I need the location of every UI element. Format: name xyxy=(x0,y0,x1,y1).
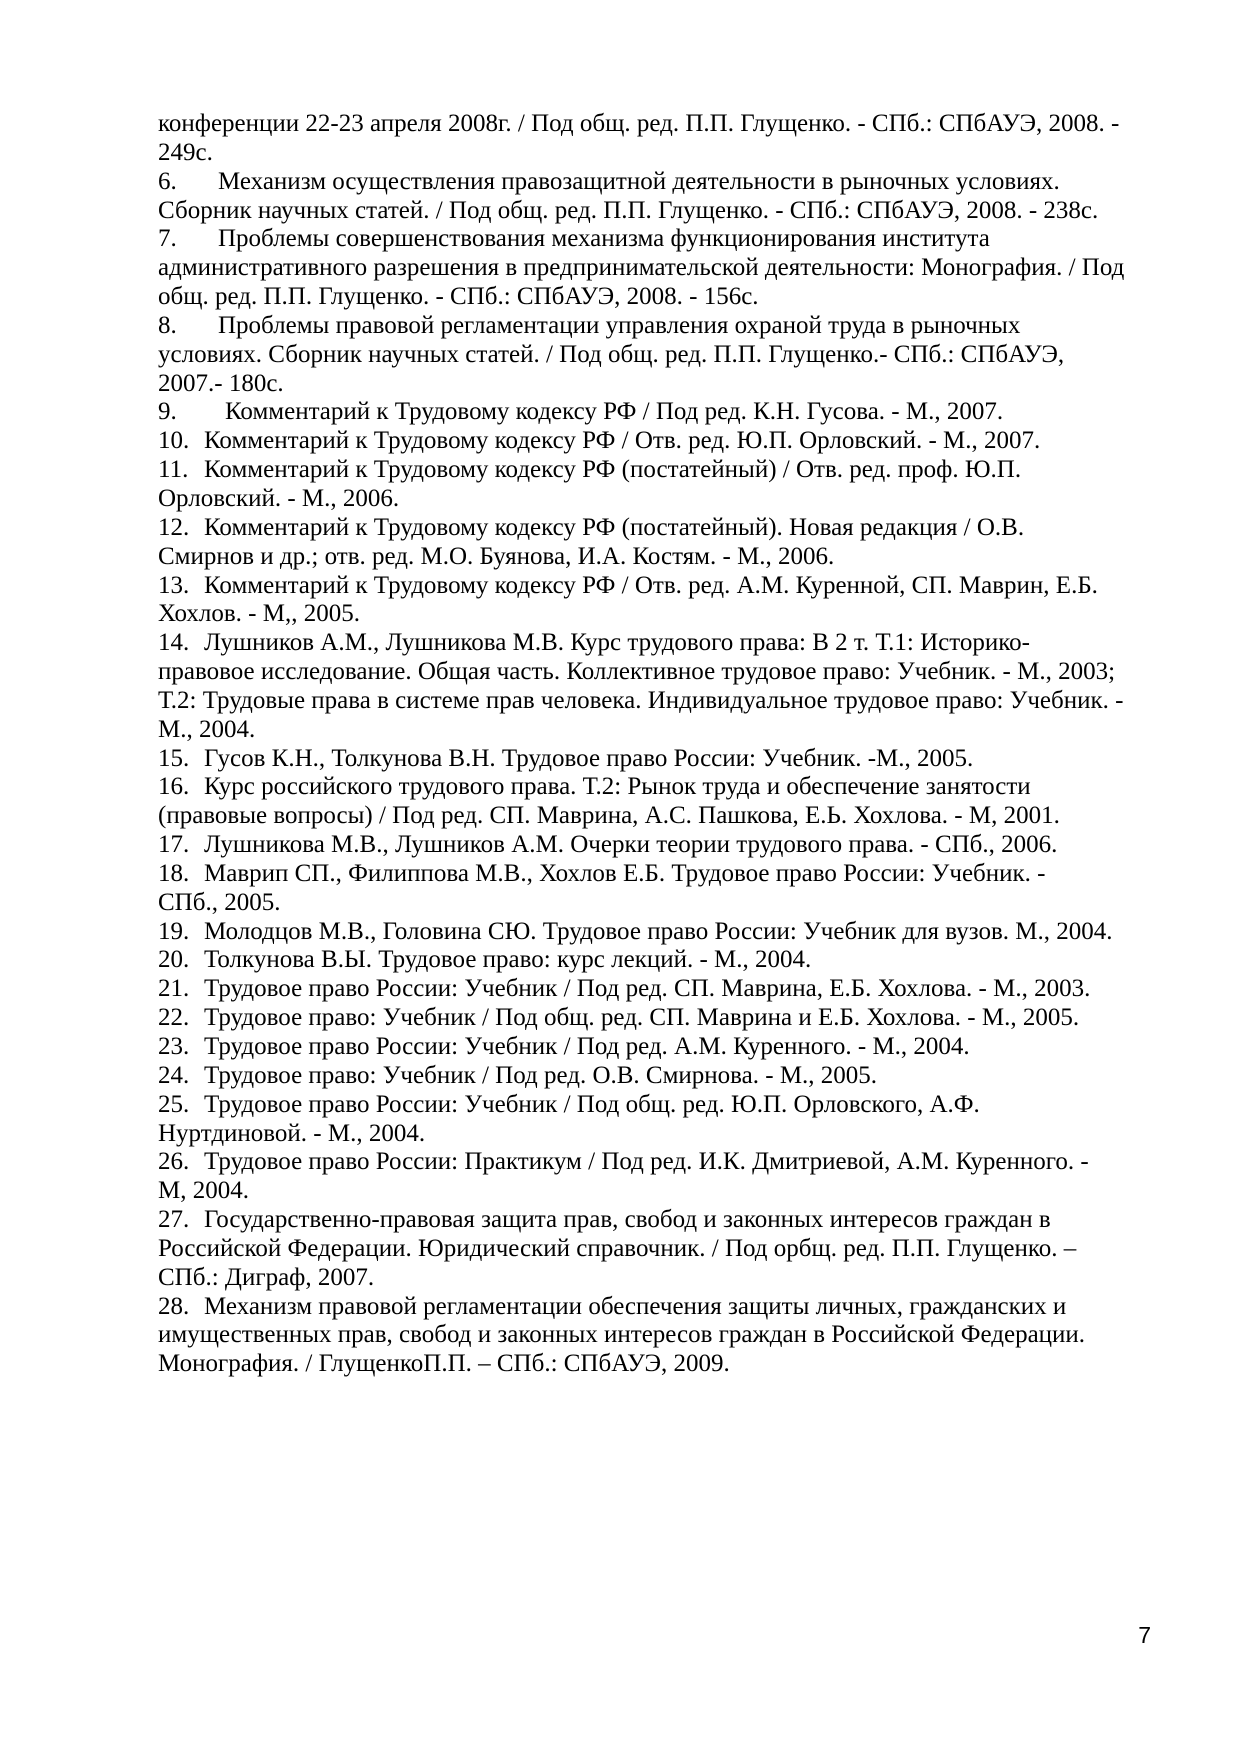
continuation-paragraph: конференции 22-23 апреля 2008г. / Под общ. ред. П.П. Глущенко. - СПб.: СПбАУЭ, 2008. - 249с. xyxy=(158,110,1120,166)
list-item xyxy=(158,427,1163,456)
item-number: 23. xyxy=(158,1033,190,1060)
list-item xyxy=(158,1206,1163,1293)
item-number: 28. xyxy=(158,1292,190,1320)
list-item xyxy=(158,456,1163,514)
list-item xyxy=(158,975,1163,1004)
list-item xyxy=(158,860,1163,918)
item-number: 9. xyxy=(158,398,177,426)
item-number: 19. xyxy=(158,917,190,945)
item-text: Молодцов М.В., Головина СЮ. Трудовое право России: Учебник для вузов. М., 2004. xyxy=(204,917,1113,945)
item-text: Трудовое право России: Учебник / Под общ. ред. Ю.П. Орловского, А.Ф. Нуртдиновой. - М., 2004. xyxy=(158,1090,980,1147)
item-number: 10. xyxy=(158,427,190,455)
item-text: Механизм осуществления правозащитной деятельности в рыночных условиях. Сборник научных статей. / Под общ. ред. П.П. Глущенко. - СПб.: СПбАУЭ, 2008. - 238с. xyxy=(158,167,1099,224)
list-item xyxy=(158,1004,1163,1033)
list-item xyxy=(158,745,1163,774)
item-text: Лушникова М.В., Лушников А.М. Очерки теории трудового права. - СПб., 2006. xyxy=(204,831,1058,859)
item-text: Комментарий к Трудовому кодексу РФ (постатейный). Новая редакция / О.В. Смирнов и др.; отв. ред. М.О. Буянова, И.А. Костям. - М., 2006. xyxy=(158,513,1025,570)
page-footer xyxy=(0,1622,1151,1649)
list-item xyxy=(158,1091,1163,1149)
item-number: 22. xyxy=(158,1004,190,1032)
list-item xyxy=(158,1293,1163,1380)
item-number: 13. xyxy=(158,571,190,599)
list-item xyxy=(158,514,1163,572)
list-item xyxy=(158,572,1163,630)
list-item xyxy=(158,773,1163,831)
item-text: Проблемы правовой регламентации управления охраной труда в рыночных условиях. Сборник научных статей. / Под общ. ред. П.П. Глущенко.- СПб.: СПбАУЭ, 2007.- 180с. xyxy=(158,311,1065,397)
reference-list xyxy=(158,168,1163,1379)
item-text: Толкунова В.Ы. Трудовое право: курс лекций. - М., 2004. xyxy=(204,946,812,974)
item-text: Трудовое право: Учебник / Под общ. ред. СП. Маврина и Е.Б. Хохлова. - М., 2005. xyxy=(204,1004,1080,1032)
item-text: Комментарий к Трудовому кодексу РФ (постатейный) / Отв. ред. проф. Ю.П. Орловский. - М., 2006. xyxy=(158,456,1022,512)
item-number: 27. xyxy=(158,1206,190,1234)
item-number: 12. xyxy=(158,513,190,541)
item-text: Курс российского трудового права. Т.2: Рынок труда и обеспечение занятости (правовые вопросы) / Под ред. СП. Маврина, А.С. Пашкова, Е.Ь. Хохлова. - М, 2001. xyxy=(158,773,1060,830)
item-number: 17. xyxy=(158,831,190,859)
item-text: Механизм правовой регламентации обеспечения защиты личных, гражданских и имущественных прав, свобод и законных интересов граждан в Российской Федерации. Монография. / ГлущенкоП.П. – СПб.: СПбАУЭ, 2009. xyxy=(158,1292,1086,1378)
list-item xyxy=(158,312,1163,399)
item-text: Трудовое право России: Учебник / Под ред. СП. Маврина, Е.Б. Хохлова. - М., 2003. xyxy=(204,975,1091,1003)
item-text: Трудовое право России: Практикум / Под ред. И.К. Дмитриевой, А.М. Куренного. - М, 2004. xyxy=(158,1148,1089,1205)
list-item xyxy=(158,168,1163,226)
list-item xyxy=(158,918,1163,947)
item-number: 14. xyxy=(158,629,190,657)
list-item xyxy=(158,1062,1163,1091)
item-number: 25. xyxy=(158,1090,190,1118)
item-text: Маврип СП., Филиппова М.В., Хохлов Е.Б. Трудовое право России: Учебник. - СПб., 2005. xyxy=(158,859,1046,916)
page-content xyxy=(158,110,1163,1379)
item-text: Гусов К.Н., Толкунова В.Н. Трудовое право России: Учебник. -М., 2005. xyxy=(204,744,974,772)
list-item xyxy=(158,831,1163,860)
item-number: 24. xyxy=(158,1061,190,1089)
item-number: 6. xyxy=(158,167,177,195)
list-item xyxy=(158,629,1163,744)
item-number: 7. xyxy=(158,225,177,253)
item-text: Трудовое право России: Учебник / Под ред. А.М. Куренного. - М., 2004. xyxy=(204,1033,970,1060)
item-number: 16. xyxy=(158,773,190,801)
item-text: Государственно-правовая защита прав, свобод и законных интересов граждан в Российской Федерации. Юридический справочник. / Под орбщ. ред. П.П. Глущенко. – СПб.: Диграф, 2007. xyxy=(158,1206,1077,1291)
item-number: 21. xyxy=(158,975,190,1003)
item-text: Лушников А.М., Лушникова М.В. Курс трудового права: В 2 т. Т.1: Историко- правовое исследование. Общая часть. Коллективное трудовое право: Учебник. - М., 2003; Т.2: Трудовые права в системе прав человека. Индивидуальное трудовое право: Учебник. - М., 2004. xyxy=(158,629,1124,743)
item-text: Проблемы совершенствования механизма функционирования института административного разрешения в предпринимательской деятельности: Монография. / Под общ. ред. П.П. Глущенко. - СПб.: СПбАУЭ, 2008. - 156с. xyxy=(158,225,1125,311)
item-number: 11. xyxy=(158,456,189,484)
item-number: 18. xyxy=(158,859,190,887)
item-text: Комментарий к Трудовому кодексу РФ / Отв. ред. А.М. Куренной, СП. Маврин, Е.Б. Хохлов. - М,, 2005. xyxy=(158,571,1098,628)
list-item xyxy=(158,225,1163,312)
item-number: 15. xyxy=(158,744,190,772)
item-text: Трудовое право: Учебник / Под ред. О.В. Смирнова. - М., 2005. xyxy=(204,1061,878,1089)
list-item xyxy=(158,946,1163,975)
list-item xyxy=(158,1033,1163,1062)
item-number: 26. xyxy=(158,1148,190,1176)
item-text: Комментарий к Трудовому кодексу РФ / Отв. ред. Ю.П. Орловский. - М., 2007. xyxy=(204,427,1041,455)
item-text: Комментарий к Трудовому кодексу РФ / Под ред. К.Н. Гусова. - М., 2007. xyxy=(225,398,1004,426)
item-number: 8. xyxy=(158,311,177,339)
item-number: 20. xyxy=(158,946,190,974)
list-item xyxy=(158,398,1163,427)
page-number: 7 xyxy=(1138,1622,1151,1648)
list-item xyxy=(158,1148,1163,1206)
